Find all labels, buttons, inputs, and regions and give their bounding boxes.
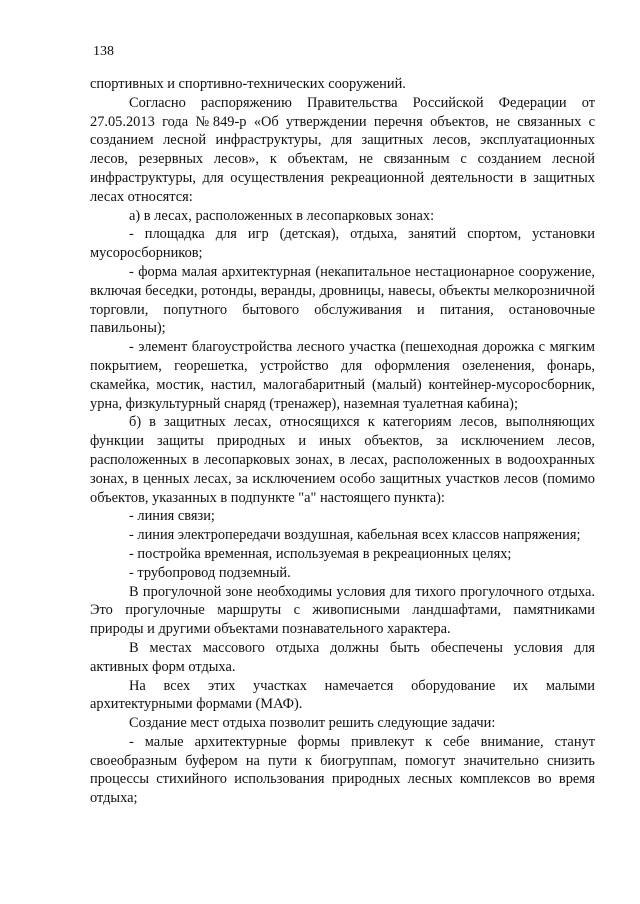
paragraph: Создание мест отдыха позволит решить следующие задачи: [129,715,496,732]
list-item: - линия электропередачи воздушная, кабельная всех классов напряжения; [129,527,581,544]
list-item: - малые архитектурные формы привлекут к себе внимание, станут своеобразным буфером на пути к биогруппам, помогут значительно снизить процессы стихийного использования природных лесных комплексов во время отдыха; [90,733,595,807]
paragraph: спортивных и спортивно-технических сооружений. [90,76,406,92]
list-item: - постройка временная, используемая в рекреационных целях; [129,545,512,562]
page-number: 138 [93,44,114,59]
paragraph: На всех этих участках намечается оборудование их малыми архитектурными формами (МАФ). [90,677,595,713]
list-item: - элемент благоустройства лесного участка (пешеходная дорожка с мягким покрытием, георешетка, устройство для оформления озеленения, фонарь, скамейка, мостик, настил, малогабаритный (малый) контейнер-мусоросборник, урна, физкультурный снаряд (тренажер), наземная туалетная кабина); [90,339,595,412]
list-item: - площадка для игр (детская), отдыха, занятий спортом, установки мусоросборников; [90,226,595,262]
paragraph: Согласно распоряжению Правительства Российской Федерации от 27.05.2013 года №849-р «Об утверждении перечня объектов, не связанных с созданием лесной инфраструктуры, для защитных лесов, эксплуатационных лесов, резервных лесов», к объектам, не связанным с созданием лесной инфраструктуры, для осуществления рекреационной деятельности в защитных лесах относятся: [90,94,595,205]
paragraph: В местах массового отдыха должны быть обеспечены условия для активных форм отдыха. [90,639,595,675]
list-item: - форма малая архитектурная (некапитальное нестационарное сооружение, включая беседки, ротонды, веранды, дровницы, навесы, объекты мелкорозничной торговли, попутного бытового обслуживания и питания, остановочные павильоны); [90,263,595,337]
list-heading: б) в защитных лесах, относящихся к категориям лесов, выполняющих функции защиты природных и иных объектов, за исключением лесов, расположенных в лесопарковых зонах, в лесах, расположенных в водоохранных зонах, в ценных лесах, за исключением особо защитных участков лесов (помимо объектов, указанных в подпункте "а" настоящего пункта): [90,414,595,506]
list-item: - линия связи; [129,508,215,525]
list-item: - трубопровод подземный. [129,564,291,581]
paragraph: В прогулочной зоне необходимы условия для тихого прогулочного отдыха. Это прогулочные маршруты с живописными ландшафтами, памятниками природы и другими объектами познавательного характера. [90,583,595,638]
list-heading: а) в лесах, расположенных в лесопарковых зонах: [129,207,435,224]
document-body [90,75,595,808]
